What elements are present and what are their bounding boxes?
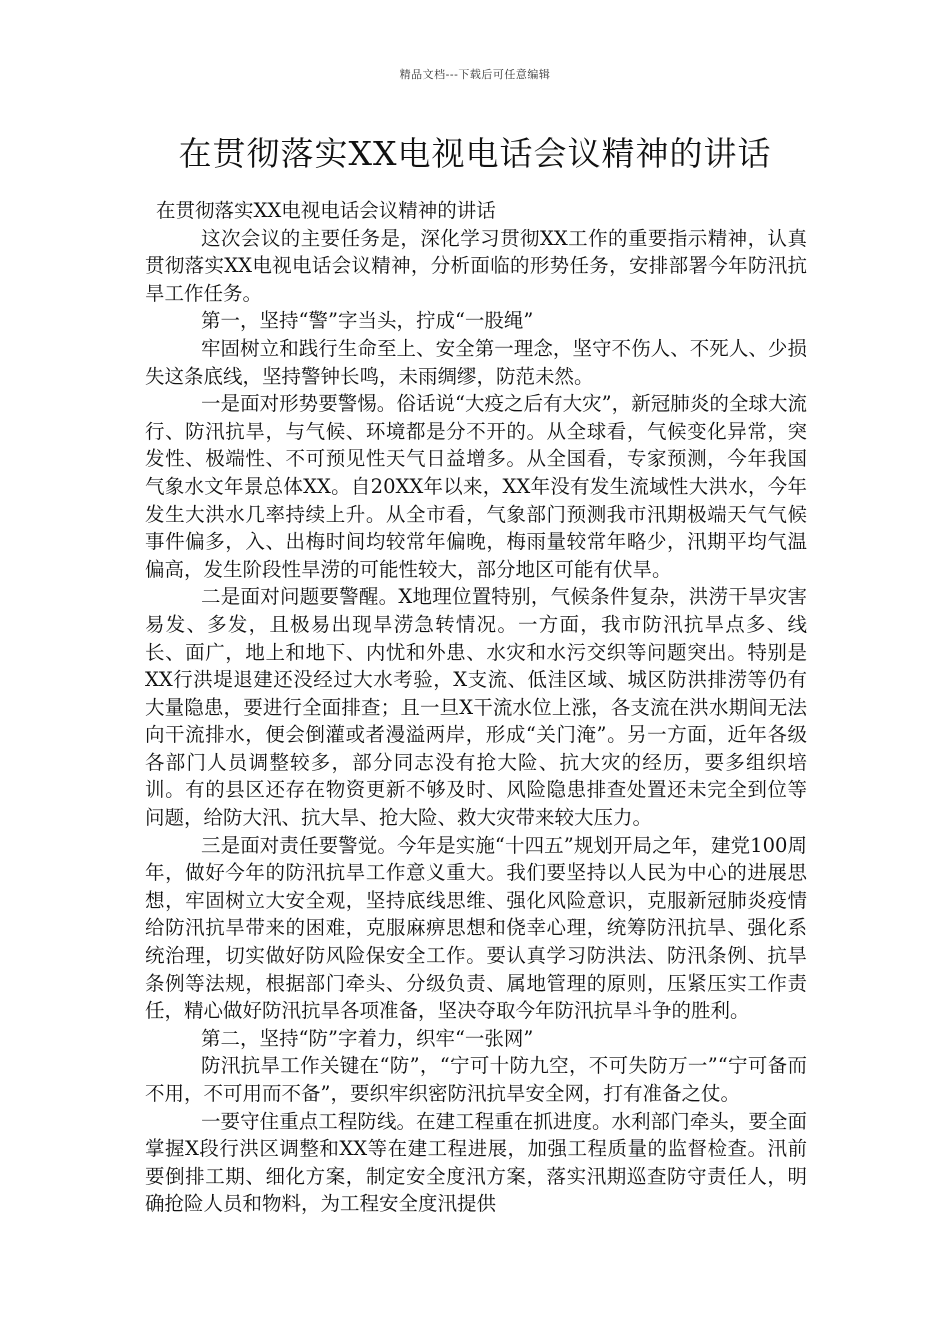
document-title: 在贯彻落实XX电视电话会议精神的讲话 — [178, 134, 772, 173]
paragraph: 一是面对形势要警惕。俗话说“大疫之后有大灾”，新冠肺炎的全球大流行、防汛抗旱，与气候、环境都是分不开的。从全球看，气候变化异常，突发性、极端性、不可预见性天气日益增多。从全国看，专家预测，今年我国气象水文年景总体XX。自20XX年以来，XX年没有发生流域性大洪水，今年发生大洪水几率持续上升。从全市看，气象部门预测我市汛期极端天气气候事件偏多，入、出梅时间均较常年偏晚，梅雨量较常年略少，汛期平均气温偏高，发生阶段性旱涝的可能性较大，部分地区可能有伏旱。 — [145, 392, 807, 581]
paragraph: 一要守住重点工程防线。在建工程重在抓进度。水利部门牵头，要全面掌握X段行洪区调整和XX等在建工程进展，加强工程质量的监督检查。汛前要倒排工期、细化方案，制定安全度汛方案，落实汛期巡查防守责任人，明确抢险人员和物料，为工程安全度汛提供 — [145, 1109, 807, 1216]
paragraph: 三是面对责任要警觉。今年是实施“十四五”规划开局之年，建党100周年，做好今年的防汛抗旱工作意义重大。我们要坚持以人民为中心的进展思想，牢固树立大安全观，坚持底线思维、强化风险意识，克服新冠肺炎疫情给防汛抗旱带来的困难，克服麻痹思想和侥幸心理，统筹防汛抗旱、强化系统治理，切实做好防风险保安全工作。要认真学习防洪法、防汛条例、抗旱条例等法规，根据部门牵头、分级负责、属地管理的原则，压紧压实工作责任，精心做好防汛抗旱各项准备，坚决夺取今年防汛抗旱斗争的胜利。 — [145, 833, 807, 1023]
section-heading-2: 第二，坚持“防”字着力，织牢“一张网” — [201, 1026, 534, 1050]
document-body — [145, 197, 807, 1218]
section-heading-1: 第一，坚持“警”字当头，拧成“一股绳” — [201, 309, 534, 333]
paragraph: 二是面对问题要警醒。X地理位置特别，气候条件复杂，洪涝干旱灾害易发、多发，且极易出现旱涝急转情况。一方面，我市防汛抗旱点多、线长、面广，地上和地下、内忧和外患、水灾和水污交织等问题突出。特别是XX行洪堤退建还没经过大水考验，X支流、低洼区域、城区防洪排涝等仍有大量隐患，要进行全面排查；且一旦X干流水位上涨，各支流在洪水期间无法向干流排水，便会倒灌或者漫溢两岸，形成“关门淹”。另一方面，近年各级各部门人员调整较多，部分同志没有抢大险、抗大灾的经历，要多组织培训。有的县区还存在物资更新不够及时、风险隐患排查处置还未完全到位等问题，给防大汛、抗大旱、抢大险、救大灾带来较大压力。 — [145, 585, 807, 830]
paragraph: 牢固树立和践行生命至上、安全第一理念，坚守不伤人、不死人、少损失这条底线，坚持警钟长鸣，未雨绸缪，防范未然。 — [145, 336, 807, 388]
paragraph: 防汛抗旱工作关键在“防”，“宁可十防九空，不可失防万一”“宁可备而不用，不可用而不备”，要织牢织密防汛抗旱安全网，打有准备之仗。 — [145, 1054, 807, 1105]
header-note: 精品文档---下载后可任意编辑 — [399, 68, 551, 81]
paragraph-intro: 这次会议的主要任务是，深化学习贯彻XX工作的重要指示精神，认真贯彻落实XX电视电话会议精神，分析面临的形势任务，安排部署今年防汛抗旱工作任务。 — [145, 226, 807, 305]
document-subtitle: 在贯彻落实XX电视电话会议精神的讲话 — [156, 199, 496, 222]
